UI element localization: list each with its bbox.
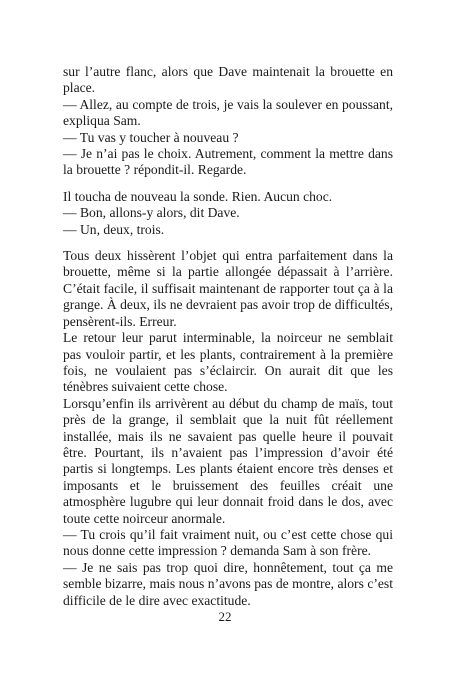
paragraph-3: Tous deux hissèrent l’objet qui entra parfaitement dans la brouette, même si la partie allongée dépassait à l’arrière. C’était facile, il suffisait maintenant de rapporter tout ça à la grange. À deux, ils ne devraient pas avoir trop de difficultés, pensèrent-ils. Erreur. bbox=[63, 248, 393, 329]
dialogue-line-7: — Je ne sais pas trop quoi dire, honnêtement, tout ça me semble bizarre, mais nous n’avons pas de montre, alors c’est difficile de le dire avec exactitude. bbox=[63, 559, 393, 608]
dialogue-line-4: — Bon, allons-y alors, dit Dave. bbox=[63, 205, 240, 221]
dialogue-line-5: — Un, deux, trois. bbox=[63, 221, 165, 237]
page-number: 22 bbox=[218, 609, 232, 624]
paragraph-5: Lorsqu’enfin ils arrivèrent au début du champ de maïs, tout près de la grange, il semblait que la nuit fût réellement installée, mais ils ne savaient pas quelle heure il pouvait être. Pourtant, ils n’avaient pas l’impression d’avoir été partis si longtemps. Les plants étaient encore très denses et imposants et le bruissement des feuilles créait une atmosphère lugubre qui leur donnait froid dans le dos, avec toute cette noirceur anormale. bbox=[63, 395, 393, 526]
dialogue-line-2: — Tu vas y toucher à nouveau ? bbox=[63, 129, 239, 145]
paragraph-4: Le retour leur parut interminable, la noirceur ne semblait pas vouloir partir, et les plants, contrairement à la première fois, ne voulaient pas s’éclaircir. On aurait dit que les ténèbres suivaient cette chose. bbox=[63, 330, 393, 395]
dialogue-line-3: — Je n’ai pas le choix. Autrement, comment la mettre dans la brouette ? répondit-il. Regarde. bbox=[63, 146, 393, 178]
dialogue-line-6: — Tu crois qu’il fait vraiment nuit, ou c’est cette chose qui nous donne cette impression ? demanda Sam à son frère. bbox=[63, 526, 393, 559]
paragraph-2: Il toucha de nouveau la sonde. Rien. Aucun choc. bbox=[63, 188, 333, 204]
paragraph-1: sur l’autre flanc, alors que Dave maintenait la brouette en place. bbox=[63, 64, 393, 96]
page-text bbox=[63, 64, 393, 609]
dialogue-line-1: — Allez, au compte de trois, je vais la soulever en poussant, expliqua Sam. bbox=[63, 96, 393, 129]
